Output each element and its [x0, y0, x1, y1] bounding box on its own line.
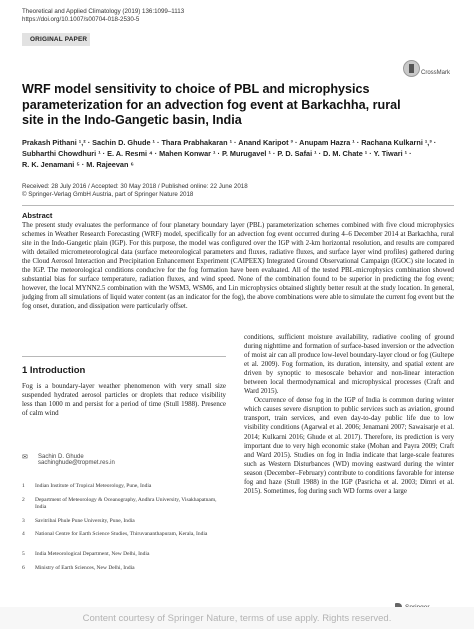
journal-header [22, 8, 184, 24]
journal-citation: Theoretical and Applied Climatology (2019) 136:1099–1113 [22, 8, 185, 15]
journal-doi[interactable]: https://doi.org/10.1007/s00704-018-2530-5 [22, 16, 140, 23]
article-type-badge: ORIGINAL PAPER [22, 33, 90, 46]
envelope-icon: ✉ [22, 454, 28, 461]
intro-paragraph: conditions, sufficient moisture availability, radiative cooling of ground during nighttime and formation of surface-based inversion or the advection of moist air can all produce low-level boundary-layer cloud or fog (Gultepe et al. 2009). Fog formation, its duration, intensity, and spatial extent are driven by synoptic to mesoscale behavior and non-linear interaction between local thermodynamical and microphysical processes (Craft and Ward 2015). [244, 333, 454, 396]
abstract-text: The present study evaluates the performance of four planetary boundary layer (PBL) parameterization schemes combined with five cloud microphysics schemes in Weather Research Forecasting (WRF) model, specifically for an advection fog event occurred during 4–6 December 2014 at Barkachha, rural site in the Indo-Gangetic plain (IGP). For this purpose, the model was configured over the IGP with 2-km horizontal resolution, and results are compared with detailed micrometeorological data (surface meteorological parameters and fluxes, radiative fluxes, and surface layer wind profiles) gathered during the Cloud Aerosol Interaction and Precipitation Enhancement Experiment (CAIPEEX) Integrated Ground Observational Campaign (IGOC) site located in the IGP. The meteorological conditions conducive for the fog formation have been evaluated. All of the tested PBL-microphysics combination showed substantial bias for surface temperature, radiation fluxes, and wind speed. None of the combination found to be superior in predicting the fog event; however, the local MYNN2.5 combination with the WSM3, WSM6, and Lin microphysics obtained slightly better result at the study location. In general, judging from all simulations of liquid water content (as an indicator for the fog), the above combinations were able to simulate the current fog event but the fog onset, duration, and dissipation were particularly offset. [22, 221, 454, 311]
intro-left-column: Fog is a boundary-layer weather phenomenon with very small size suspended hydrated aerosol particles or droplets that reduce visibility less than 1000 m and persist for a period of time (Stull 1988). Presence of calm wind [22, 382, 226, 418]
crossmark-badge[interactable] [403, 60, 455, 90]
dates-line: Received: 28 July 2016 / Accepted: 30 May 2018 / Published online: 22 June 2018 [22, 183, 248, 190]
abstract-heading: Abstract [22, 211, 53, 220]
divider [22, 356, 226, 357]
copyright-footer: Content courtesy of Springer Nature, terms of use apply. Rights reserved. [82, 613, 392, 624]
corresponding-author: Sachin D. Ghude [38, 454, 84, 460]
author-list [22, 137, 452, 170]
intro-paragraph: Occurrence of dense fog in the IGP of India is common during winter which causes severe disruption to public services such as aviation, ground transport, train services, and even day-to-day public life due to low visibility conditions (Agarwal et al. 2006; Jenamani 2007; Sawaisarje et al. 2014; Kulkarni 2016; Ghude et al. 2017). Therefore, its prediction is very important due to very high economic stake (Mohan and Payra 2009; Craft and Ward 2015). Studies on fog in India indicate that large-scale features such as Western Disturbances (WD) moving eastward during the winter season (December–February) contribute to conditions favorable for intense fog and haze (Stull 1988) in the IGP (Pasricha et al. 2003; Dimri et al. 2015). Sometimes, fog during such WD forms over a large [244, 396, 454, 495]
copyright-line: © Springer-Verlag GmbH Austria, part of Springer Nature 2018 [22, 191, 194, 199]
author-line: Subharthi Chowdhuri ¹ · E. A. Resmi ⁴ · Mahen Konwar ¹ · P. Murugavel ¹ · P. D. Safai ¹ · D. M. Chate ¹ · Y. Tiwari ¹ · [22, 149, 412, 158]
author-line: Prakash Pithani ¹,² · Sachin D. Ghude ¹ · Thara Prabhakaran ¹ · Anand Karipot ³ · Anupam Hazra ¹ · Rachana Kulkarni ¹,³ · [22, 138, 437, 147]
author-line: R. K. Jenamani ⁵ · M. Rajeevan ⁶ [22, 160, 134, 169]
intro-right-column [244, 333, 454, 496]
correspondence-block [22, 453, 115, 466]
crossmark-label: CrossMark [421, 70, 451, 76]
crossmark-icon [403, 60, 420, 77]
publication-dates [22, 183, 248, 200]
divider [22, 205, 454, 206]
section-heading: 1 Introduction [22, 365, 86, 376]
paper-title: WRF model sensitivity to choice of PBL and microphysics parameterization for an advection fog event at Barkachha, rural site in the Indo-Gangetic basin, India [22, 82, 401, 127]
corresponding-email[interactable]: sachinghude@tropmet.res.in [38, 460, 115, 466]
